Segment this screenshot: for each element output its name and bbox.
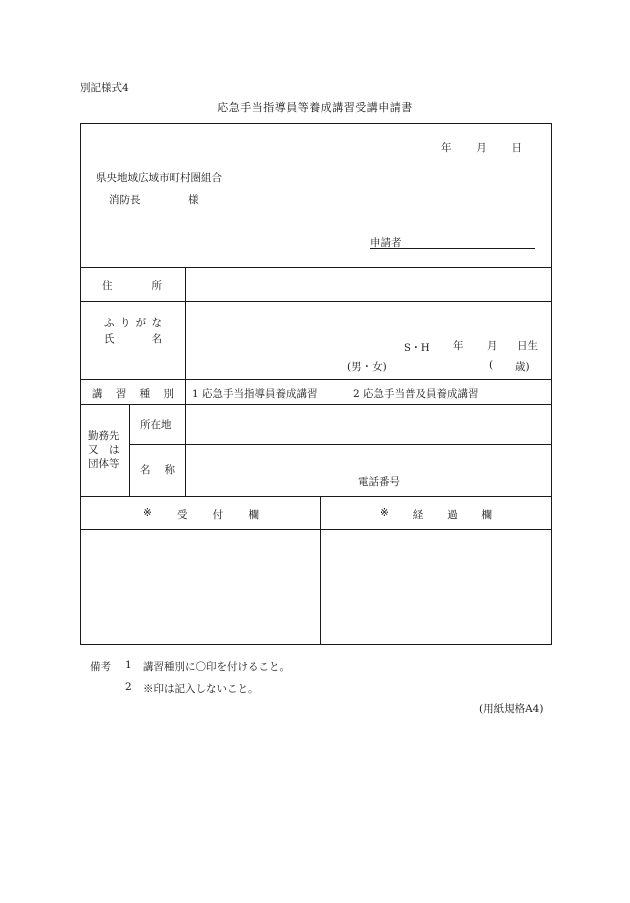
row-divider-location — [129, 444, 552, 445]
workplace-label: 勤務先 又 は 団体等 — [88, 430, 120, 470]
paper-size-note: (用紙規格A4) — [479, 703, 544, 715]
form-number-label: 別記様式4 — [80, 82, 129, 94]
age-open-paren: ( — [489, 359, 494, 371]
addressee-recipient: 消防長 — [109, 194, 141, 206]
addressee-organization: 県央地域広域市町村圏組合 — [96, 172, 222, 184]
birth-day-label: 日生 — [517, 340, 538, 352]
phone-number-label: 電話番号 — [358, 476, 400, 488]
birth-year-label: 年 — [453, 340, 464, 352]
date-year-label: 年 — [441, 142, 452, 154]
note-2-number: 2 — [125, 681, 132, 693]
note-1-number: 1 — [125, 659, 132, 671]
age-label: 歳) — [515, 361, 530, 373]
reception-column-header: ※ 受 付 欄 — [143, 507, 259, 521]
office-column-divider — [320, 496, 321, 645]
address-label: 住 所 — [102, 280, 162, 292]
addressee-honorific: 様 — [188, 194, 199, 206]
course-option-promoter: 2 応急手当普及員養成講習 — [353, 388, 479, 400]
date-line — [441, 140, 522, 155]
applicant-signature-line — [370, 248, 535, 249]
location-label: 所在地 — [140, 419, 172, 431]
document-title: 応急手当指導員等養成講習受講申請書 — [217, 101, 413, 114]
date-day-label: 日 — [511, 142, 522, 154]
note-1-text: 講習種別に〇印を付けること。 — [143, 661, 290, 673]
applicant-label: 申請者 — [370, 237, 402, 249]
application-form-table — [80, 123, 552, 645]
row-divider-workplace — [80, 496, 552, 497]
date-month-label: 月 — [476, 142, 487, 154]
note-2-text: ※印は記入しないこと。 — [143, 683, 259, 695]
row-divider-header — [80, 267, 552, 268]
workplace-name-label: 名 称 — [140, 464, 175, 476]
workplace-sub-divider — [129, 404, 130, 496]
birth-era-label: S・H — [404, 343, 430, 354]
name-label: 氏 名 — [104, 333, 162, 345]
course-option-instructor: 1 応急手当指導員養成講習 — [192, 388, 318, 400]
progress-column-header: ※ 経 過 欄 — [380, 507, 492, 521]
course-type-label: 講 習 種 別 — [92, 388, 174, 400]
row-divider-course — [80, 404, 552, 405]
label-column-divider — [185, 267, 186, 496]
furigana-label: ふ り が な — [104, 317, 162, 329]
birth-month-label: 月 — [487, 340, 498, 352]
row-divider-office-header — [80, 529, 552, 530]
row-divider-name — [80, 379, 552, 380]
gender-selector: (男・女) — [347, 361, 387, 373]
notes-heading: 備考 — [90, 661, 111, 673]
row-divider-address — [80, 301, 552, 302]
